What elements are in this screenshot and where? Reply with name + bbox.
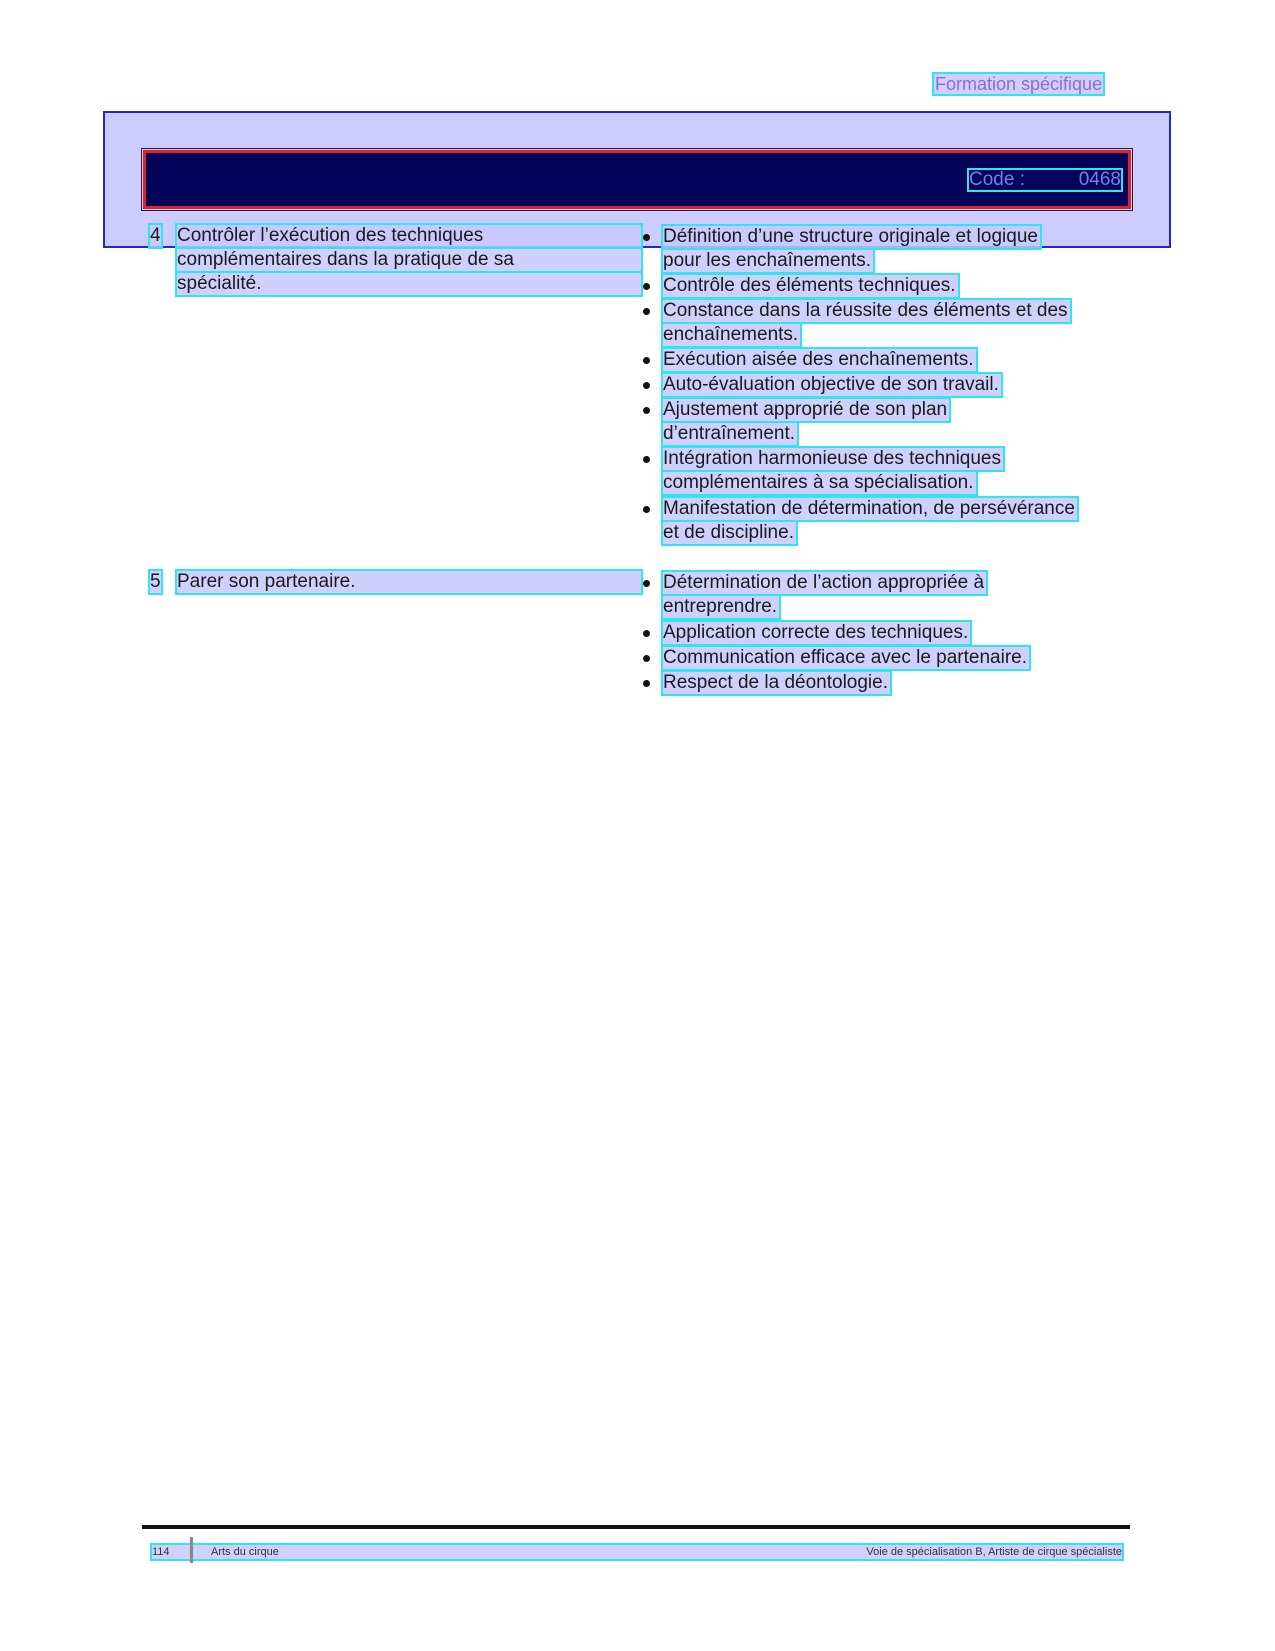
bullet-icon (643, 308, 650, 315)
criterion-4-6-line-1: Ajustement approprié de son plan (663, 399, 948, 420)
criterion-4-7-line-2: complémentaires à sa spécialisation. (663, 472, 974, 493)
code-label: Code : (969, 169, 1025, 190)
competency-code (969, 170, 1121, 190)
footer-divider (190, 1537, 193, 1563)
bullet-icon (643, 456, 650, 463)
criterion-4-4: Exécution aisée des enchaînements. (663, 349, 974, 370)
bullet-icon (643, 655, 650, 662)
criterion-4-3-line-2: enchaînements. (663, 324, 799, 345)
element-4-line-1: Contrôler l’exécution des techniques (177, 225, 641, 247)
criterion-4-3-line-1: Constance dans la réussite des éléments et des (663, 300, 1068, 321)
criterion-4-8-line-2: et de discipline. (663, 522, 794, 543)
criterion-5-3: Communication efficace avec le partenaire. (663, 647, 1028, 668)
bullet-icon (643, 382, 650, 389)
element-number-5: 5 (150, 571, 161, 592)
bullet-icon (643, 234, 650, 241)
bullet-icon (643, 680, 650, 687)
criterion-5-1-line-1: Détermination de l’action appropriée à (663, 572, 985, 593)
criterion-4-8-line-1: Manifestation de détermination, de persévérance (663, 498, 1075, 519)
criterion-5-2: Application correcte des techniques. (663, 622, 969, 643)
page-footer (152, 1545, 1122, 1559)
criterion-5-4: Respect de la déontologie. (663, 672, 888, 693)
footer-rule (142, 1525, 1130, 1529)
element-5-line-1: Parer son partenaire. (177, 571, 641, 593)
specialisation-title: Voie de spécialisation B, Artiste de cirque spécialiste (866, 1546, 1122, 1558)
criterion-4-5: Auto-évaluation objective de son travail. (663, 374, 999, 395)
bullet-icon (643, 407, 650, 414)
bullet-icon (643, 506, 650, 513)
criterion-4-7-line-1: Intégration harmonieuse des techniques (663, 448, 1002, 469)
section-title: Formation spécifique (935, 74, 1103, 94)
element-4-line-3: spécialité. (177, 273, 641, 295)
element-4-line-2: complémentaires dans la pratique de sa (177, 249, 641, 271)
criterion-4-2: Contrôle des éléments techniques. (663, 275, 956, 296)
bullet-icon (643, 357, 650, 364)
page-number: 114 (152, 1546, 170, 1558)
criterion-4-1-line-2: pour les enchaînements. (663, 250, 872, 271)
element-number-4: 4 (150, 225, 161, 246)
program-title: Arts du cirque (211, 1546, 279, 1558)
bullet-icon (643, 283, 650, 290)
criterion-5-1-line-2: entreprendre. (663, 596, 778, 617)
bullet-icon (643, 580, 650, 587)
bullet-icon (643, 630, 650, 637)
code-value: 0468 (1078, 169, 1121, 190)
criterion-4-1-line-1: Définition d’une structure originale et logique (663, 226, 1038, 247)
criterion-4-6-line-2: d’entraînement. (663, 423, 796, 444)
